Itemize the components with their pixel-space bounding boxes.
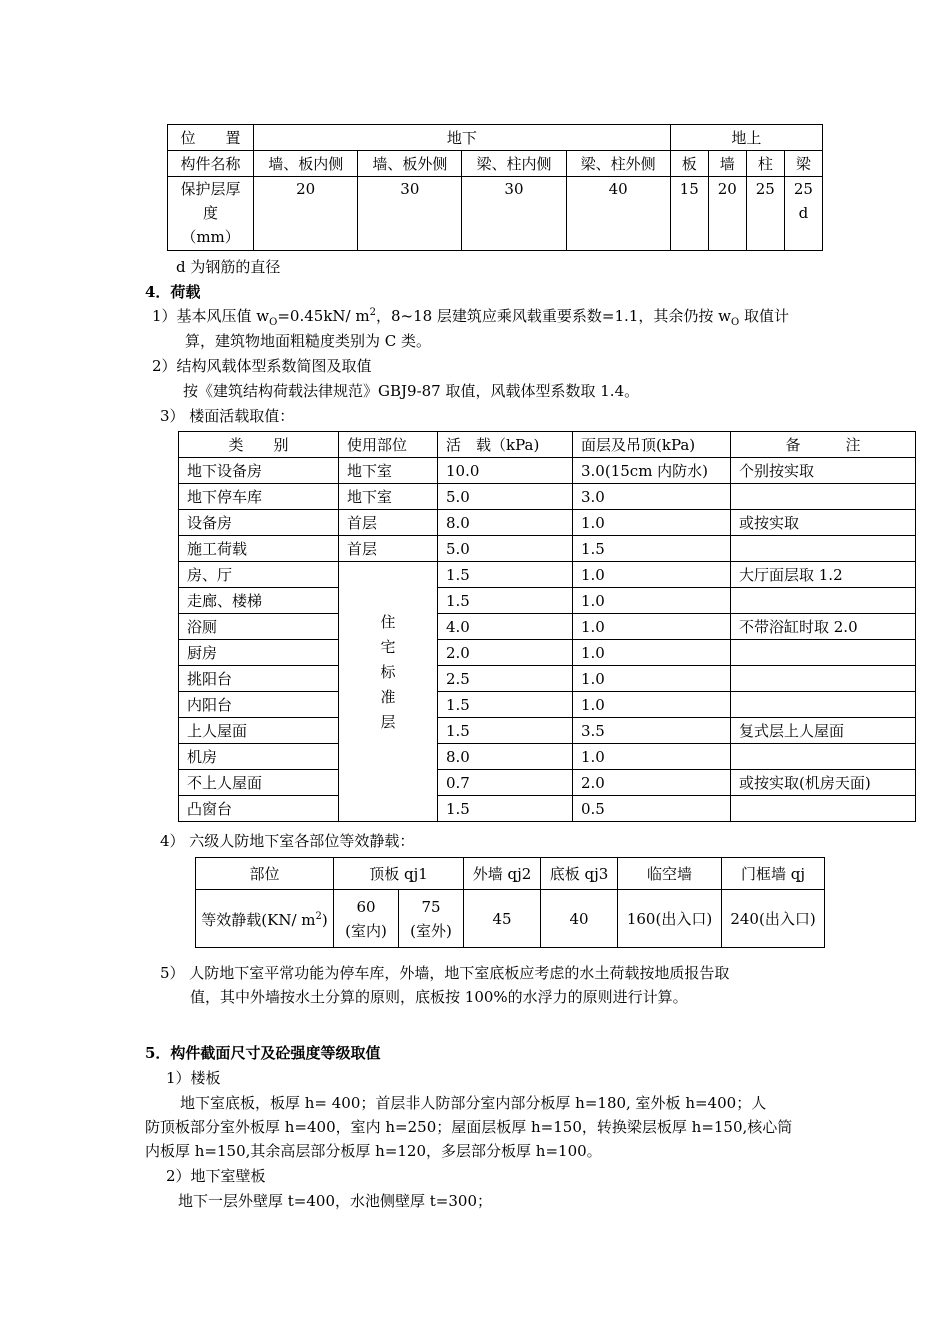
cover-header-position: 位 置 <box>168 125 254 151</box>
live-cell-live: 10.0 <box>438 458 573 484</box>
cover-col: 梁、柱外侧 <box>566 151 670 177</box>
civil-header: 临空墙 <box>618 858 722 890</box>
civil-value: 40 <box>541 890 618 948</box>
live-cell-category: 浴厕 <box>179 614 339 640</box>
live-cell-live: 1.5 <box>438 562 573 588</box>
civil-header: 门框墙 qj <box>722 858 825 890</box>
live-cell-category: 施工荷载 <box>179 536 339 562</box>
live-cell-category: 内阳台 <box>179 692 339 718</box>
live-cell-live: 2.0 <box>438 640 573 666</box>
cover-note: d 为钢筋的直径 <box>176 258 281 276</box>
live-cell-note <box>731 744 916 770</box>
live-cell-finish: 1.0 <box>573 666 731 692</box>
load-item-3: 3） 楼面活载取值： <box>160 407 295 425</box>
live-cell-finish: 1.5 <box>573 536 731 562</box>
live-load-table <box>178 431 916 822</box>
cover-value: 30 <box>462 177 566 251</box>
live-cell-finish: 1.0 <box>573 692 731 718</box>
live-cell-live: 1.5 <box>438 692 573 718</box>
civil-header: 底板 qj3 <box>541 858 618 890</box>
wall-para-line1: 地下一层外壁厚 t=400，水池侧壁厚 t=300； <box>178 1192 492 1210</box>
cover-col: 墙 <box>708 151 746 177</box>
live-cell-location: 地下室 <box>339 484 438 510</box>
civil-header: 部位 <box>196 858 334 890</box>
cover-col: 板 <box>670 151 708 177</box>
live-cell-category: 地下设备房 <box>179 458 339 484</box>
cover-header-aboveground: 地上 <box>670 125 822 151</box>
live-cell-note: 或按实取 <box>731 510 916 536</box>
live-cell-note <box>731 692 916 718</box>
load-item-5-line2: 值，其中外墙按水土分算的原则，底板按 100%的水浮力的原则进行计算。 <box>190 988 688 1006</box>
live-cell-live: 4.0 <box>438 614 573 640</box>
section-5-item-1: 1）楼板 <box>166 1069 221 1087</box>
load-item-5-line1: 5） 人防地下室平常功能为停车库，外墙，地下室底板应考虑的水土荷载按地质报告取 <box>160 964 730 982</box>
live-cell-note: 或按实取(机房天面) <box>731 770 916 796</box>
cover-col: 墙、板内侧 <box>254 151 358 177</box>
civil-value-roof-outer: 75 (室外) <box>399 890 464 948</box>
live-cell-live: 5.0 <box>438 536 573 562</box>
live-cell-finish: 1.0 <box>573 744 731 770</box>
live-cell-live: 8.0 <box>438 510 573 536</box>
cover-value: 20 <box>254 177 358 251</box>
live-cell-note <box>731 640 916 666</box>
live-cell-live: 5.0 <box>438 484 573 510</box>
live-cell-finish: 1.0 <box>573 614 731 640</box>
live-header: 活 载（kPa) <box>438 432 573 458</box>
live-cell-location-merged: 住 宅 标 准 层 <box>339 562 438 822</box>
live-cell-live: 1.5 <box>438 718 573 744</box>
cover-value: 25 <box>746 177 784 251</box>
section-4-title: 4．荷载 <box>145 283 201 301</box>
live-cell-live: 2.5 <box>438 666 573 692</box>
civil-value: 45 <box>464 890 541 948</box>
live-cell-finish: 1.0 <box>573 562 731 588</box>
cover-header-underground: 地下 <box>254 125 671 151</box>
cover-value-last: 25 d <box>784 177 822 251</box>
load-item-2-body: 按《建筑结构荷载法律规范》GBJ9-87 取值，风载体型系数取 1.4。 <box>183 382 640 400</box>
cover-row-label: 保护层厚 度 （mm） <box>168 177 254 251</box>
live-cell-location: 首层 <box>339 510 438 536</box>
load-item-1-line2: 算，建筑物地面粗糙度类别为 C 类。 <box>185 332 432 350</box>
load-item-1: 1）基本风压值 $w_O=0.45kN/$ $m^2$，8~18 层建筑应乘风载重要系数=1.1，其余仍按 $w_O$ 取值计 <box>152 307 789 328</box>
civil-header: 外墙 qj2 <box>464 858 541 890</box>
section-5-title: 5．构件截面尺寸及砼强度等级取值 <box>145 1044 381 1062</box>
slab-para-line2: 防顶板部分室外板厚 h=400，室内 h=250；屋面层板厚 h=150，转换梁层板厚 h=150,核心筒 <box>145 1118 793 1136</box>
load-item-4: 4） 六级人防地下室各部位等效静载： <box>160 832 415 850</box>
civil-value: 240(出入口) <box>722 890 825 948</box>
live-cell-category: 走廊、楼梯 <box>179 588 339 614</box>
live-cell-note <box>731 666 916 692</box>
live-cell-category: 凸窗台 <box>179 796 339 822</box>
civil-header: 顶板 qj1 <box>334 858 464 890</box>
live-header: 类 别 <box>179 432 339 458</box>
cover-table <box>167 124 823 251</box>
live-cell-live: 0.7 <box>438 770 573 796</box>
live-cell-finish: 3.5 <box>573 718 731 744</box>
civil-row-label: 等效静载(KN/ $m^2$) <box>196 890 334 948</box>
live-cell-note: 复式层上人屋面 <box>731 718 916 744</box>
civil-value: 160(出入口) <box>618 890 722 948</box>
live-cell-category: 厨房 <box>179 640 339 666</box>
live-cell-location: 地下室 <box>339 458 438 484</box>
live-header: 使用部位 <box>339 432 438 458</box>
slab-para-line1: 地下室底板，板厚 h= 400；首层非人防部分室内部分板厚 h=180, 室外板 h=400；人 <box>180 1094 767 1112</box>
live-header: 备 注 <box>731 432 916 458</box>
cover-col: 梁、柱内侧 <box>462 151 566 177</box>
cover-col: 墙、板外侧 <box>358 151 462 177</box>
load-item-2: 2）结构风载体型系数简图及取值 <box>152 357 372 375</box>
section-5-item-2: 2）地下室壁板 <box>166 1167 266 1185</box>
live-cell-finish: 1.0 <box>573 588 731 614</box>
live-cell-live: 8.0 <box>438 744 573 770</box>
live-cell-note: 大厅面层取 1.2 <box>731 562 916 588</box>
live-cell-note: 不带浴缸时取 2.0 <box>731 614 916 640</box>
slab-para-line3: 内板厚 h=150,其余高层部分板厚 h=120，多层部分板厚 h=100。 <box>145 1142 602 1160</box>
live-cell-category: 房、厅 <box>179 562 339 588</box>
live-cell-category: 地下停车库 <box>179 484 339 510</box>
live-cell-note <box>731 484 916 510</box>
live-cell-category: 设备房 <box>179 510 339 536</box>
cover-value: 40 <box>566 177 670 251</box>
civil-value-roof-inner: 60 (室内) <box>334 890 399 948</box>
live-cell-finish: 2.0 <box>573 770 731 796</box>
civil-defense-table <box>195 857 825 948</box>
live-cell-note <box>731 796 916 822</box>
cover-col: 梁 <box>784 151 822 177</box>
live-cell-note: 个别按实取 <box>731 458 916 484</box>
live-cell-note <box>731 536 916 562</box>
live-cell-finish: 1.0 <box>573 640 731 666</box>
live-cell-finish: 0.5 <box>573 796 731 822</box>
cover-value: 30 <box>358 177 462 251</box>
live-cell-finish: 3.0 <box>573 484 731 510</box>
live-cell-note <box>731 588 916 614</box>
live-cell-category: 不上人屋面 <box>179 770 339 796</box>
live-cell-live: 1.5 <box>438 796 573 822</box>
live-cell-category: 上人屋面 <box>179 718 339 744</box>
cover-value: 15 <box>670 177 708 251</box>
cover-value: 20 <box>708 177 746 251</box>
cover-header-component: 构件名称 <box>168 151 254 177</box>
live-cell-finish: 1.0 <box>573 510 731 536</box>
live-cell-category: 机房 <box>179 744 339 770</box>
live-header: 面层及吊顶(kPa) <box>573 432 731 458</box>
live-cell-category: 挑阳台 <box>179 666 339 692</box>
cover-col: 柱 <box>746 151 784 177</box>
live-cell-location: 首层 <box>339 536 438 562</box>
live-cell-finish: 3.0(15cm 内防水) <box>573 458 731 484</box>
live-cell-live: 1.5 <box>438 588 573 614</box>
